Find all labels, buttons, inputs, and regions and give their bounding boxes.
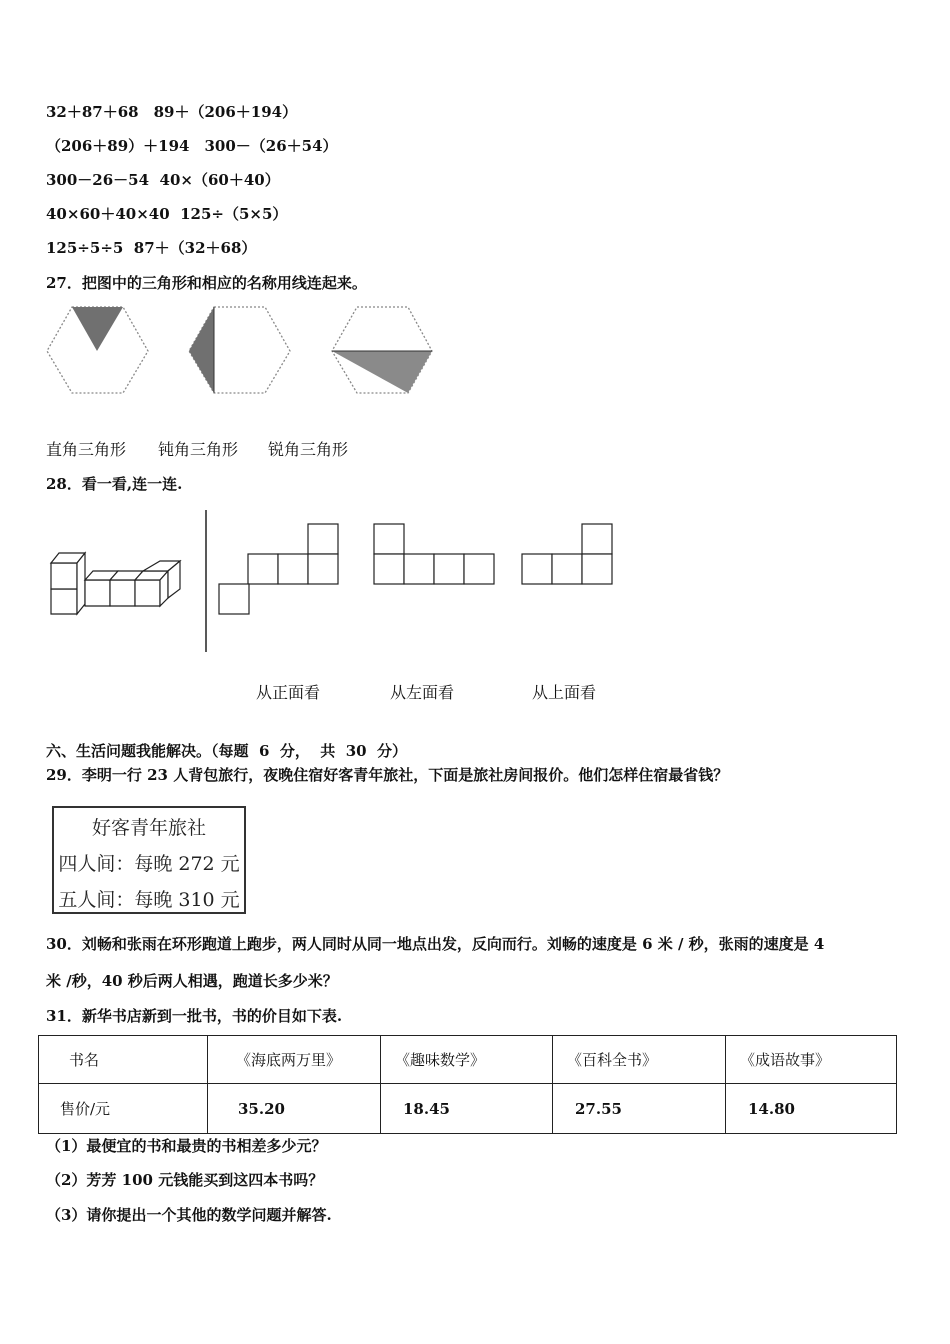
book-name-2: 《趣味数学》 bbox=[395, 1051, 486, 1069]
q27-prompt: 27．把图中的三角形和相应的名称用线连起来。 bbox=[46, 274, 367, 292]
table-row bbox=[39, 1084, 897, 1134]
q29-prompt: 29．李明一行 23 人背包旅行，夜晚住宿好客青年旅社，下面是旅社房间报价。他们怎样住宿最省钱？ bbox=[46, 766, 729, 784]
book-name-4: 《成语故事》 bbox=[740, 1051, 831, 1069]
price-3: 27.55 bbox=[575, 1099, 622, 1118]
calc-line-1: 32＋87＋68 89＋（206＋194） bbox=[46, 103, 298, 121]
calc-line-5: 125÷5÷5 87＋（32＋68） bbox=[46, 239, 257, 257]
q31-sub-3: （3）请你提出一个其他的数学问题并解答. bbox=[46, 1206, 332, 1224]
view-label-left: 从左面看 bbox=[390, 683, 455, 702]
q30-line-1: 30．刘畅和张雨在环形跑道上跑步，两人同时从同一地点出发，反向而行。刘畅的速度是 6 米 / 秒，张雨的速度是 4 bbox=[46, 935, 825, 953]
book-name-3: 《百科全书》 bbox=[567, 1051, 658, 1069]
calc-line-4: 40×60＋40×40 125÷（5×5） bbox=[46, 205, 288, 223]
price-1: 35.20 bbox=[238, 1099, 285, 1118]
view-grid-a bbox=[219, 524, 338, 614]
price-4: 14.80 bbox=[748, 1099, 795, 1118]
cube-stack-3d bbox=[51, 553, 180, 614]
view-label-top: 从上面看 bbox=[532, 683, 597, 702]
calc-line-2: （206＋89）＋194 300－（26＋54） bbox=[46, 137, 338, 155]
board-row-4-person: 四人间：每晚 272 元 bbox=[58, 853, 240, 875]
row-label-price: 售价/元 bbox=[60, 1100, 111, 1118]
calc-line-3: 300－26－54 40×（60＋40） bbox=[46, 171, 280, 189]
view-grid-c bbox=[522, 524, 612, 584]
price-2: 18.45 bbox=[403, 1099, 450, 1118]
q28-prompt: 28．看一看,连一连. bbox=[46, 475, 183, 493]
board-row-5-person: 五人间：每晚 310 元 bbox=[58, 889, 240, 911]
view-grid-b bbox=[374, 524, 494, 584]
label-acute-triangle: 锐角三角形 bbox=[268, 440, 349, 459]
q30-line-2: 米 /秒，40 秒后两人相遇，跑道长多少米？ bbox=[46, 972, 338, 990]
section6-title: 六、生活问题我能解决。（每题 6 分， 共 30 分） bbox=[46, 742, 408, 760]
book-name-1: 《海底两万里》 bbox=[236, 1051, 342, 1069]
header-book-name: 书名 bbox=[69, 1051, 100, 1069]
book-price-table bbox=[38, 1035, 897, 1134]
q31-sub-1: （1）最便宜的书和最贵的书相差多少元？ bbox=[46, 1137, 327, 1155]
q31-prompt: 31．新华书店新到一批书，书的价目如下表. bbox=[46, 1007, 343, 1025]
label-right-triangle: 直角三角形 bbox=[46, 440, 127, 459]
board-title: 好客青年旅社 bbox=[91, 817, 206, 839]
label-obtuse-triangle: 钝角三角形 bbox=[158, 440, 239, 459]
table-row bbox=[39, 1036, 897, 1084]
view-label-front: 从正面看 bbox=[256, 683, 321, 702]
q31-sub-2: （2）芳芳 100 元钱能买到这四本书吗？ bbox=[46, 1171, 324, 1189]
hostel-price-board bbox=[52, 806, 246, 914]
